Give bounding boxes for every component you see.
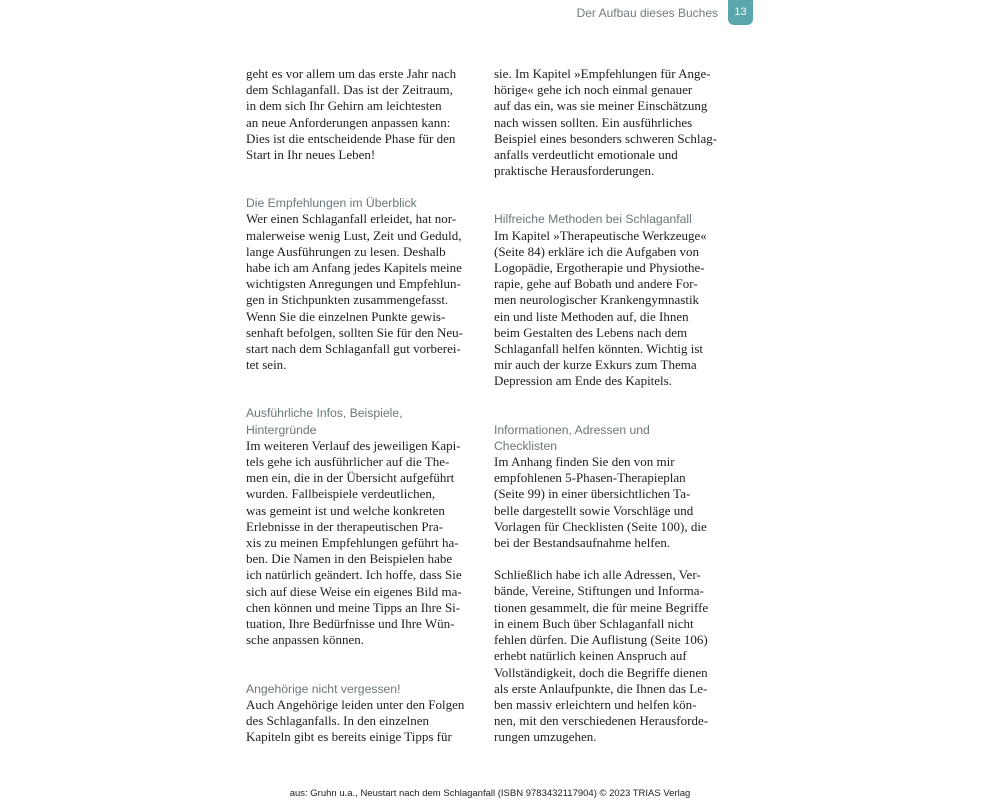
text-line: hörige« gehe ich noch einmal genauer [494, 82, 693, 98]
text-line: rungen umzugehen. [494, 729, 597, 745]
text-line: Wer einen Schlaganfall erleidet, hat nor- [246, 211, 457, 227]
text-line: dem Schlaganfall. Das ist der Zeitraum, [246, 82, 453, 98]
text-line: gen in Stichpunkten zusammengefasst. [246, 292, 449, 308]
text-line: Logopädie, Ergotherapie und Physiothe- [494, 260, 705, 276]
page-number-badge: 13 [728, 0, 753, 25]
left-column [246, 66, 474, 745]
text-line: Schlaganfall helfen könnten. Wichtig ist [494, 341, 703, 357]
section-heading-informationen [494, 422, 722, 454]
text-line: Ausführliche Infos, Beispiele, [246, 406, 403, 421]
text-line: senhaft befolgen, sollten Sie für den Neu- [246, 324, 463, 340]
text-line: men neurologischer Krankengymnastik [494, 292, 700, 308]
section-body-angehoerige [246, 697, 474, 746]
text-line: tels gehe ich ausführlicher auf die The- [246, 454, 450, 470]
text-line: Im Anhang finden Sie den von mir [494, 454, 675, 470]
section-body-infos [246, 438, 474, 649]
text-line: Die Empfehlungen im Überblick [246, 196, 417, 211]
text-line: belle dargestellt sowie Vorschläge und [494, 502, 694, 518]
intro-paragraph [246, 66, 474, 163]
text-line: Wenn Sie die einzelnen Punkte gewis- [246, 308, 446, 324]
section-heading-angehoerige [246, 681, 474, 697]
text-line: Vollständigkeit, doch die Begriffe dienen [494, 664, 708, 680]
text-line: Informationen, Adressen und [494, 422, 650, 437]
text-line: Angehörige nicht vergessen! [246, 681, 401, 696]
text-line: Hintergründe [246, 422, 317, 437]
text-line: (Seite 84) erkläre ich die Aufgaben von [494, 243, 700, 259]
text-line: ein und liste Methoden auf, die Ihnen [494, 308, 689, 324]
section-body-adressen [494, 567, 722, 745]
text-line: Schließlich habe ich alle Adressen, Ver- [494, 567, 701, 583]
text-line: Depression am Ende des Kapitels. [494, 373, 672, 389]
text-line: als erste Anlaufpunkte, die Ihnen das Le- [494, 680, 708, 696]
text-line: Start in Ihr neues Leben! [246, 147, 376, 163]
text-line: ich natürlich geändert. Ich hoffe, dass Sie [246, 567, 462, 583]
section-body-empfehlungen [246, 211, 474, 373]
text-line: tuation, Ihre Bedürfnisse und Ihre Wün- [246, 616, 455, 632]
text-line: in dem sich Ihr Gehirn am leichtesten [246, 98, 442, 114]
text-line: ben. Die Namen in den Beispielen habe [246, 551, 453, 567]
section-heading-infos [246, 405, 474, 437]
text-line: des Schlaganfalls. In den einzelnen [246, 712, 430, 728]
text-line: tet sein. [246, 357, 287, 373]
text-line: praktische Herausforderungen. [494, 163, 655, 179]
text-line: start nach dem Schlaganfall gut vorberei- [246, 341, 461, 357]
text-line: tionen gesammelt, die für meine Begriffe [494, 599, 709, 615]
section-heading-methoden [494, 211, 722, 227]
text-line: nach wissen sollten. Ein ausführliches [494, 114, 693, 130]
text-line: anfalls verdeutlicht emotionale und [494, 147, 678, 163]
text-line: Auch Angehörige leiden unter den Folgen [246, 696, 465, 712]
right-column [494, 66, 722, 746]
text-line: Hilfreiche Methoden bei Schlaganfall [494, 212, 692, 227]
text-line: mir auch der kurze Exkurs zum Thema [494, 357, 697, 373]
text-line: sie. Im Kapitel »Empfehlungen für Ange- [494, 66, 711, 81]
text-line: erhebt natürlich keinen Anspruch auf [494, 648, 687, 664]
text-line: sich auf diese Weise ein eigenes Bild ma- [246, 583, 462, 599]
text-line: men ein, die in der Übersicht aufgeführt [246, 470, 455, 486]
text-line: habe ich am Anfang jedes Kapitels meine [246, 260, 462, 276]
text-line: fehlen dürfen. Die Auflistung (Seite 106) [494, 632, 708, 648]
text-line: Checklisten [494, 438, 557, 453]
text-line: beim Gestalten des Lebens nach dem [494, 324, 688, 340]
text-line: Im weiteren Verlauf des jeweiligen Kapi- [246, 437, 461, 453]
text-line: malerweise wenig Lust, Zeit und Geduld, [246, 227, 462, 243]
text-line: chen können und meine Tipps an Ihre Si- [246, 599, 461, 615]
text-line: an neue Anforderungen anpassen kann: [246, 114, 451, 130]
text-line: rapie, gehe auf Bobath und andere For- [494, 276, 698, 292]
text-line: bei der Bestandsaufnahme helfen. [494, 535, 671, 551]
section-body-methoden [494, 228, 722, 390]
section-heading-empfehlungen [246, 195, 474, 211]
text-line: ben massiv erleichtern und helfen kön- [494, 696, 697, 712]
text-line: lange Ausführungen zu lesen. Deshalb [246, 243, 446, 259]
text-line: Dies ist die entscheidende Phase für den [246, 130, 456, 146]
text-line: Erlebnisse in der therapeutischen Pra- [246, 518, 444, 534]
text-line: geht es vor allem um das erste Jahr nach [246, 66, 457, 81]
continued-paragraph [494, 66, 722, 179]
section-body-informationen [494, 454, 722, 551]
text-line: Vorlagen für Checklisten (Seite 100), die [494, 518, 707, 534]
text-line: wurden. Fallbeispiele verdeutlichen, [246, 486, 436, 502]
text-line: (Seite 99) in einer übersichtlichen Ta- [494, 486, 691, 502]
text-line: auf das ein, was sie meiner Einschätzung [494, 98, 708, 114]
source-footer: aus: Gruhn u.a., Neustart nach dem Schlaganfall (ISBN 9783432117904) © 2023 TRIAS Verlag [289, 788, 691, 799]
text-line: in einem Buch über Schlaganfall nicht [494, 615, 694, 631]
text-line: nen, mit den verschiedenen Herausforde- [494, 713, 709, 729]
text-line: empfohlenen 5-Phasen-Therapieplan [494, 470, 686, 486]
text-line: Beispiel eines besonders schweren Schlag- [494, 130, 718, 146]
running-title: Der Aufbau dieses Buches [576, 6, 718, 20]
text-line: Im Kapitel »Therapeutische Werkzeuge« [494, 227, 707, 243]
text-line: bände, Vereine, Stiftungen und Informa- [494, 583, 704, 599]
text-line: xis zu meinen Empfehlungen geführt ha- [246, 535, 459, 551]
text-line: Kapiteln gibt es bereits einige Tipps für [246, 729, 452, 745]
text-line: was gemeint ist und welche konkreten [246, 502, 445, 518]
text-line: wichtigsten Anregungen und Empfehlun- [246, 276, 461, 292]
text-line: sche anpassen können. [246, 632, 365, 648]
